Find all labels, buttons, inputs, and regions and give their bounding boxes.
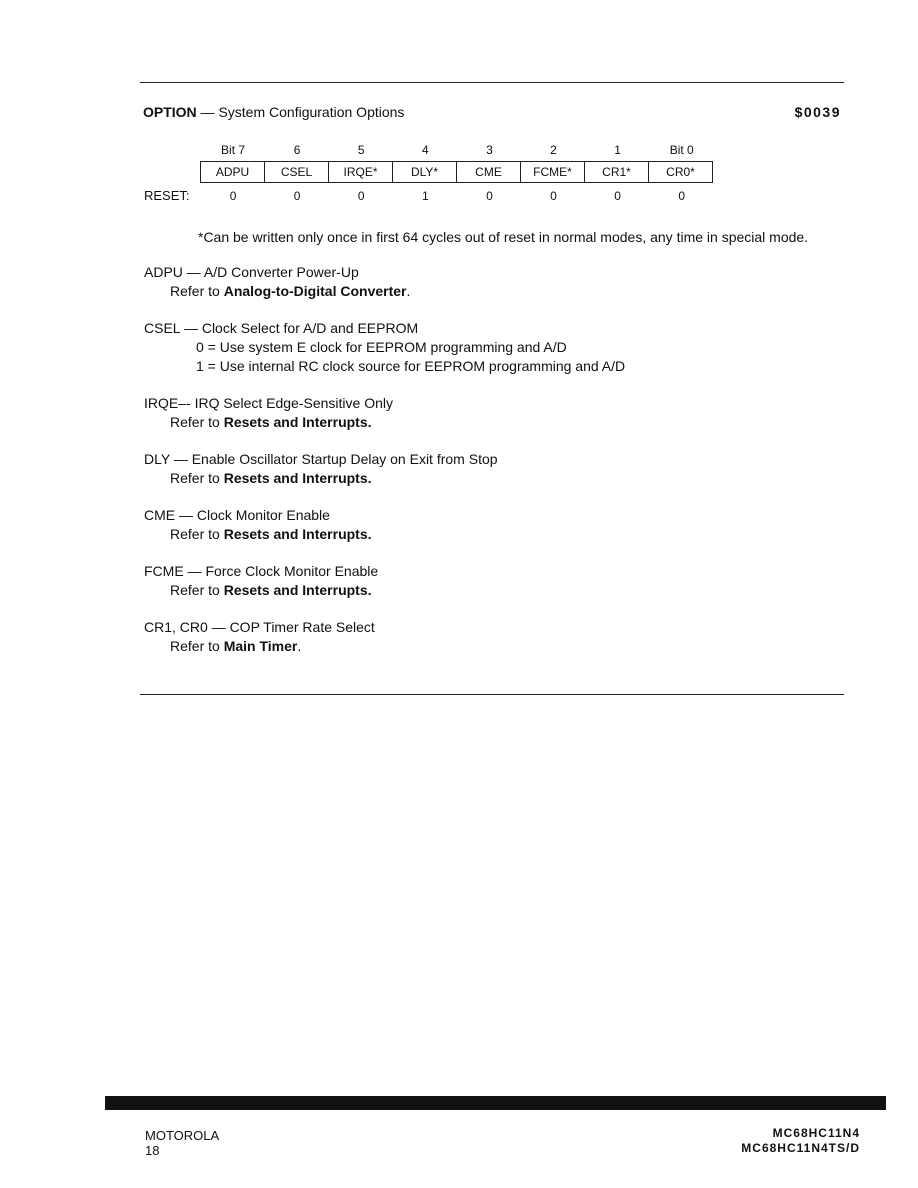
reset-value: 0 <box>486 189 493 203</box>
refer-prefix: Refer to <box>170 638 224 654</box>
bit-number: Bit 7 <box>221 143 246 157</box>
bit-number: 4 <box>421 143 429 157</box>
footer-right <box>741 1126 860 1156</box>
reset-value: 1 <box>421 189 429 203</box>
reference-link: Resets and Interrupts. <box>223 470 372 486</box>
footer-bar <box>105 1096 886 1110</box>
definition-heading: DLY — Enable Oscillator Startup Delay on Exit from Stop <box>144 451 498 467</box>
refer-suffix: . <box>406 283 411 299</box>
definition-reference <box>144 581 844 600</box>
definition-fcme <box>144 562 844 600</box>
definition-heading: IRQE–- IRQ Select Edge-Sensitive Only <box>144 395 393 411</box>
reference-link: Resets and Interrupts. <box>223 582 372 598</box>
definition-option: 1 = Use internal RC clock source for EEPROM programming and A/D <box>196 358 626 374</box>
definition-reference <box>144 282 844 301</box>
bit-cell: FCME* <box>521 162 585 182</box>
bit-number: 5 <box>357 143 365 157</box>
reference-link: Resets and Interrupts. <box>223 526 372 542</box>
bit-number: 6 <box>293 143 301 157</box>
reset-value: 0 <box>614 189 621 203</box>
definition-heading: CME — Clock Monitor Enable <box>144 507 330 523</box>
bit-cell: CSEL <box>265 162 329 182</box>
bit-cell: CR1* <box>585 162 649 182</box>
register-bit-table <box>200 161 713 183</box>
definition-adpu <box>144 263 844 301</box>
register-title: — System Configuration Options <box>196 104 405 120</box>
definition-reference <box>144 637 844 656</box>
definition-irqe <box>144 394 844 432</box>
definition-heading: CSEL — Clock Select for A/D and EEPROM <box>144 320 419 336</box>
refer-prefix: Refer to <box>170 283 224 299</box>
footer-left <box>145 1128 219 1158</box>
reset-value: 0 <box>293 189 301 203</box>
reference-link: Resets and Interrupts. <box>223 414 372 430</box>
definition-cme <box>144 506 844 544</box>
reset-value: 0 <box>229 189 237 203</box>
refer-prefix: Refer to <box>170 526 224 542</box>
bit-cell: DLY* <box>393 162 457 182</box>
definition-heading: CR1, CR0 — COP Timer Rate Select <box>144 619 375 635</box>
company-name: MOTOROLA <box>145 1128 220 1143</box>
bit-cell: IRQE* <box>329 162 393 182</box>
register-address: $0039 <box>794 104 841 120</box>
bit-number: 2 <box>550 143 557 157</box>
bit-cell: CME <box>457 162 521 182</box>
reset-value: 0 <box>550 189 557 203</box>
definition-heading: ADPU — A/D Converter Power-Up <box>144 264 359 280</box>
page-number: 18 <box>145 1143 160 1158</box>
bit-number: 3 <box>486 143 493 157</box>
register-header <box>143 104 841 120</box>
reference-link: Analog-to-Digital Converter <box>223 283 407 299</box>
refer-prefix: Refer to <box>170 470 224 486</box>
reset-value: 0 <box>678 189 686 203</box>
bottom-rule <box>140 694 844 695</box>
bit-number: 1 <box>614 143 621 157</box>
definition-cr <box>144 618 844 656</box>
bit-cell: CR0* <box>666 165 695 179</box>
definition-reference <box>144 525 844 544</box>
document-number: MC68HC11N4TS/D <box>741 1141 860 1155</box>
reset-value: 0 <box>357 189 365 203</box>
reset-label: RESET: <box>144 188 190 203</box>
part-number: MC68HC11N4 <box>772 1126 860 1140</box>
definition-dly <box>144 450 844 488</box>
refer-suffix: . <box>297 638 302 654</box>
definition-csel <box>144 319 844 376</box>
bit-cell: ADPU <box>201 162 265 182</box>
refer-prefix: Refer to <box>170 582 224 598</box>
definition-option: 0 = Use system E clock for EEPROM programming and A/D <box>196 339 567 355</box>
definition-reference <box>144 469 844 488</box>
bit-definitions <box>144 263 844 674</box>
bit-number: Bit 0 <box>669 143 694 157</box>
definition-reference <box>144 413 844 432</box>
definition-heading: FCME — Force Clock Monitor Enable <box>144 563 379 579</box>
register-name: OPTION <box>143 104 197 120</box>
top-rule <box>140 82 844 83</box>
bit-number-row <box>201 143 714 157</box>
refer-prefix: Refer to <box>170 414 224 430</box>
reset-values-row <box>201 189 714 203</box>
footnote: *Can be written only once in first 64 cycles out of reset in normal modes, any time in special mode. <box>198 229 809 245</box>
reference-link: Main Timer <box>223 638 298 654</box>
